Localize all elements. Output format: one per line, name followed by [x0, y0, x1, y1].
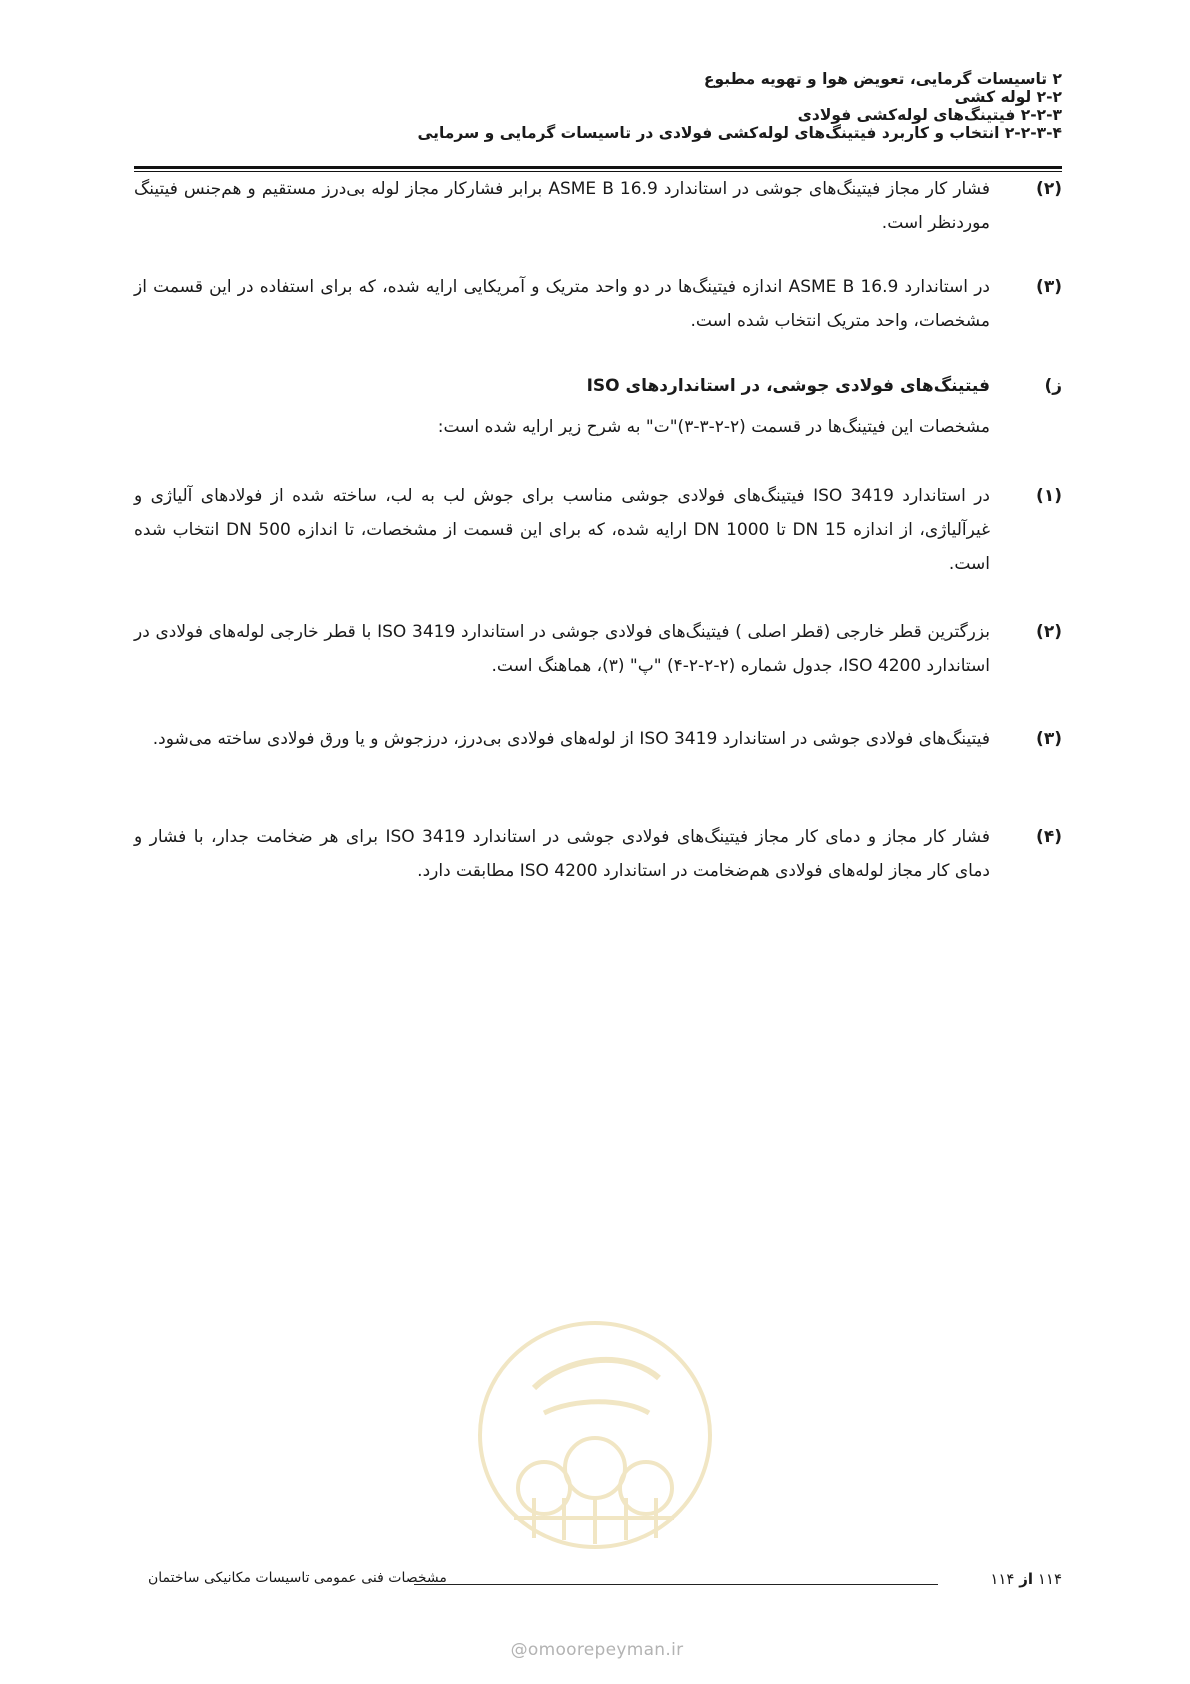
publisher-logo	[474, 1318, 716, 1552]
item-text: بزرگترین قطر خارجی (قطر اصلی ) فیتینگ‌های فولادی جوشی در استاندارد ISO 3419 با قطر خارجی لوله‌های فولادی در استاندارد ISO 4200، جدول شماره (۲-۲-۲-۴) "پ" (۳)، هماهنگ است.	[134, 622, 990, 676]
intro-paragraph: مشخصات این فیتینگ‌ها در قسمت (۲-۲-۳-۳)"ت" به شرح زیر ارایه شده است:	[437, 417, 990, 437]
item-text: در استاندارد ASME B 16.9 اندازه فیتینگ‌ها در دو واحد متریک و آمریکایی ارایه شده، که برای استفاده در این قسمت از مشخصات، واحد متریک انتخاب شده است.	[134, 277, 990, 331]
page-total: ۱۱۴	[990, 1570, 1015, 1588]
list-item	[134, 615, 1062, 683]
watermark-url: @omoorepeyman.ir	[510, 1640, 684, 1660]
item-text: فیتینگ‌های فولادی جوشی در استاندارد ISO 3419 از لوله‌های فولادی بی‌درز، درزجوش و یا ورق فولادی ساخته می‌شود.	[152, 729, 990, 749]
section-header	[134, 70, 1062, 142]
header-chapter: ۲ تاسیسات گرمایی، تعویض هوا و تهویه مطبوع	[703, 70, 1062, 88]
footer-document-title: مشخصات فنی عمومی تاسیسات مکانیکی ساختمان	[148, 1570, 447, 1586]
header-topic: ۲-۲-۳-۴ انتخاب و کاربرد فیتینگ‌های لوله‌کشی فولادی در تاسیسات گرمایی و سرمایی	[417, 124, 1062, 142]
item-number: (۳)	[1036, 729, 1062, 749]
header-subsection: ۲-۲-۳ فیتینگ‌های لوله‌کشی فولادی	[797, 106, 1062, 124]
item-number: (۲)	[1036, 179, 1062, 199]
item-number: (۲)	[1036, 622, 1062, 642]
list-item	[134, 172, 1062, 240]
heading-text: فیتینگ‌های فولادی جوشی، در استانداردهای ISO	[586, 376, 990, 396]
page-current: ۱۱۴	[1037, 1570, 1062, 1588]
item-text: فشار کار مجاز و دمای کار مجاز فیتینگ‌های فولادی جوشی در استاندارد ISO 3419 برای هر ضخامت جدار، با فشار و دمای کار مجاز لوله‌های فولادی هم‌ضخامت در استاندارد ISO 4200 مطابقت دارد.	[134, 827, 990, 881]
list-item	[134, 820, 1062, 888]
header-rule-thick	[134, 166, 1062, 169]
item-number: (۱)	[1036, 486, 1062, 506]
item-text: در استاندارد ISO 3419 فیتینگ‌های فولادی جوشی مناسب برای جوش لب به لب، ساخته شده از فولادهای آلیاژی و غیرآلیاژی، از اندازه DN 15 تا DN 1000 ارایه شده، که برای این قسمت از مشخصات، تا اندازه DN 500 انتخاب شده است.	[134, 486, 991, 574]
list-item	[134, 270, 1062, 338]
item-text: فشار کار مجاز فیتینگ‌های جوشی در استاندارد ASME B 16.9 برابر فشارکار مجاز لوله بی‌درز مستقیم و هم‌جنس فیتینگ موردنظر است.	[134, 179, 990, 233]
item-number: ز)	[1044, 376, 1062, 396]
subsection-heading	[134, 369, 1062, 403]
list-item	[134, 479, 1062, 581]
header-section: ۲-۲ لوله کشی	[954, 88, 1062, 106]
list-item	[134, 722, 1062, 756]
item-number: (۴)	[1036, 827, 1062, 847]
footer-rule	[414, 1584, 938, 1585]
page-of: از	[1019, 1570, 1034, 1588]
page-number	[990, 1570, 1062, 1588]
item-number: (۳)	[1036, 277, 1062, 297]
